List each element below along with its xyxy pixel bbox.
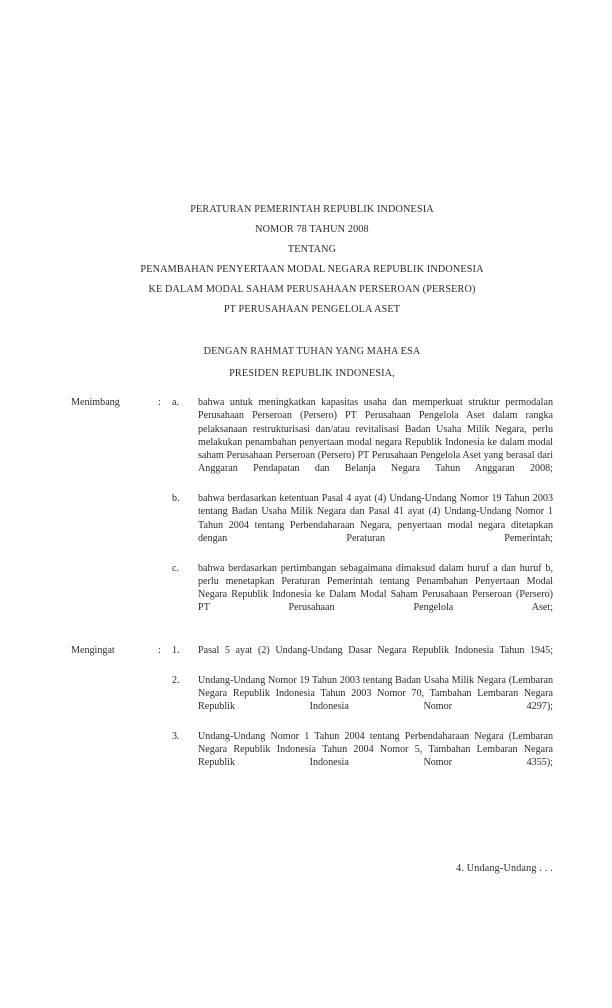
clause-mengingat-3: [0, 730, 612, 783]
title-line-subject-2: KE DALAM MODAL SAHAM PERUSAHAAN PERSEROAN (PERSERO): [148, 284, 476, 295]
title-line-number-year: NOMOR 78 TAHUN 2008: [255, 224, 369, 235]
clause-menimbang-c: [0, 562, 612, 628]
clause-text: Pasal 5 ayat (2) Undang-Undang Dasar Negara Republik Indonesia Tahun 1945;: [198, 645, 553, 657]
clause-marker: c.: [172, 562, 180, 574]
clause-mengingat-2: [0, 674, 612, 727]
clause-text: bahwa untuk meningkatkan kapasitas usaha dan memperkuat struktur permodalan Perusahaan Perseroan (Persero) PT Perusahaan Pengelola Aset dalam rangka pelaksanaan restrukturisasi dan/atau revitalisasi Badan Usaha Milik Negara, perlu melakukan penambahan penyertaan modal negara Republik Indonesia ke dalam modal saham Perusahaan Perseroan (Persero) PT Perusahaan Pengelola Aset yang berasal dari Anggaran Pendapatan dan Belanja Negara Tahun Anggaran 2008;: [198, 397, 553, 475]
clause-menimbang-a: [0, 396, 612, 489]
section-menimbang: [0, 396, 612, 628]
section-label-menimbang: Menimbang: [71, 397, 120, 408]
section-mengingat: [0, 644, 612, 783]
clause-marker: a.: [172, 397, 180, 408]
page-catchline: 4. Undang-Undang . . .: [456, 863, 553, 874]
clause-text: Undang-Undang Nomor 19 Tahun 2003 tentang Badan Usaha Milik Negara (Lembaran Negara Republik Indonesia Tahun 2003 Nomor 70, Tambahan Lembaran Negara Republik Indonesia Nomor 4297);: [198, 674, 553, 713]
clause-text: bahwa berdasarkan pertimbangan sebagaimana dimaksud dalam huruf a dan huruf b, perlu menetapkan Peraturan Pemerintah tentang Penambahan Penyertaan Modal Negara Republik Indonesia ke Dalam Modal Saham Perusahaan Perseroan (Persero) PT Perusahaan Pengelola Aset;: [198, 562, 553, 614]
title-line-subject-3: PT PERUSAHAAN PENGELOLA ASET: [223, 304, 401, 315]
title-line-subject-1: PENAMBAHAN PENYERTAAN MODAL NEGARA REPUBLIK INDONESIA: [140, 264, 484, 275]
section-colon-menimbang: :: [158, 397, 161, 408]
clause-marker: 2.: [172, 674, 180, 686]
clause-text: bahwa berdasarkan ketentuan Pasal 4 ayat (4) Undang-Undang Nomor 19 Tahun 2003 tentang Badan Usaha Milik Negara dan Pasal 41 ayat (4) Undang-Undang Nomor 1 Tahun 2004 tentang Perbendaharaan Negara, penyertaan modal negara ditetapkan dengan Peraturan Pemerintah;: [198, 493, 553, 544]
clause-marker: b.: [172, 493, 180, 505]
section-colon-mengingat: :: [158, 645, 161, 657]
clause-text: Undang-Undang Nomor 1 Tahun 2004 tentang Perbendaharaan Negara (Lembaran Negara Republik Indonesia Tahun 2004 Nomor 5, Tambahan Lembaran Negara Republik Indonesia Nomor 4355);: [198, 730, 553, 769]
title-line-regulation-type: PERATURAN PEMERINTAH REPUBLIK INDONESIA: [190, 204, 434, 215]
clause-menimbang-b: [0, 492, 612, 558]
section-label-mengingat: Mengingat: [71, 645, 115, 657]
clause-marker: 3.: [172, 730, 180, 742]
preamble-authority: PRESIDEN REPUBLIK INDONESIA,: [229, 368, 395, 379]
clause-marker: 1.: [172, 645, 180, 657]
clause-sections: [0, 396, 612, 799]
document-title-block: [71, 200, 553, 320]
clause-mengingat-1: [0, 644, 612, 671]
preamble-blessing: DENGAN RAHMAT TUHAN YANG MAHA ESA: [203, 346, 421, 357]
title-line-tentang: TENTANG: [287, 244, 337, 255]
